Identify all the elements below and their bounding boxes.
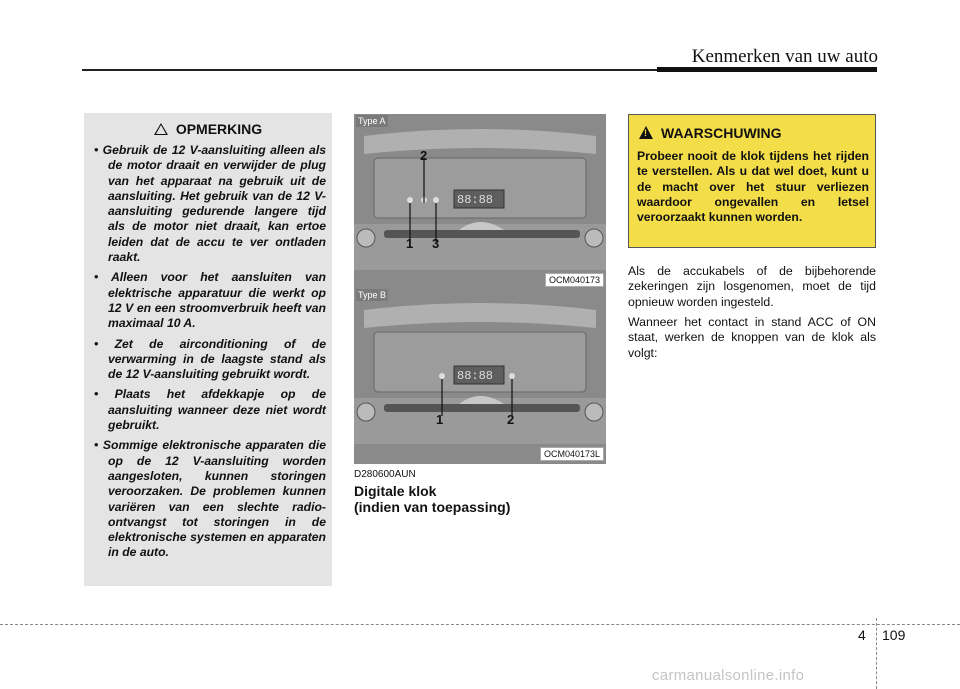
note-list bbox=[94, 143, 326, 566]
section-code: D280600AUN bbox=[354, 469, 416, 480]
callout-1: 1 bbox=[436, 412, 444, 427]
callout-2: 2 bbox=[507, 412, 515, 427]
clock-display: 88:88 bbox=[457, 369, 494, 383]
radio-figure-type-b bbox=[354, 288, 606, 464]
body-paragraph: Wanneer het contact in stand ACC of ON staat, werken de knoppen van de klok als volgt: bbox=[628, 315, 876, 360]
figure-type-label: Type A bbox=[358, 116, 386, 126]
page-number: 109 bbox=[882, 627, 906, 643]
chapter-number: 4 bbox=[858, 627, 866, 643]
note-item: • Sommige elektronische apparaten die op de 12 V-aansluiting worden aangesloten, kunnen storingen veroorzaken. De problemen kunnen variëren van een slechte radio-ontvangst tot storingen in de elektronische systemen en apparaten in de auto. bbox=[94, 438, 326, 560]
section-title-line: Digitale klok bbox=[354, 483, 437, 499]
header-title: Kenmerken van uw auto bbox=[691, 46, 878, 67]
warning-box bbox=[628, 114, 876, 248]
callout-2: 2 bbox=[420, 148, 428, 163]
radio-figure-type-a bbox=[354, 114, 606, 290]
figure-code: OCM040173 bbox=[545, 273, 604, 287]
warning-title-text: WAARSCHUWING bbox=[661, 125, 782, 141]
warning-text: Probeer nooit de klok tijdens het rijden te verstellen. Als u dat wel doet, kunt u de macht over het stuur verliezen waardoor ongevallen en letsel veroorzaakt kunnen worden. bbox=[637, 149, 869, 225]
callout-3: 3 bbox=[432, 236, 440, 251]
footer-divider bbox=[876, 618, 877, 689]
caution-icon bbox=[154, 123, 168, 135]
warning-title bbox=[639, 125, 782, 141]
header-rule-accent bbox=[657, 67, 877, 72]
note-item: • Gebruik de 12 V-aansluiting alleen als de motor draait en verwijder de plug van het apparaat na gebruik uit de aansluiting. Het gebruik van de 12 V-aansluiting gedurende langere tijd als de motor niet draait, kan ertoe leiden dat de accu te ver ontladen raakt. bbox=[94, 143, 326, 265]
figure-code: OCM040173L bbox=[540, 447, 604, 461]
watermark: carmanualsonline.info bbox=[652, 667, 805, 684]
note-item: • Zet de airconditioning of de verwarming in de laagste stand als de 12 V-aansluiting gebruikt wordt. bbox=[94, 337, 326, 383]
section-title bbox=[354, 483, 510, 515]
body-paragraph: Als de accukabels of de bijbehorende zekeringen zijn losgenomen, moet de tijd opnieuw worden ingesteld. bbox=[628, 264, 876, 309]
figure-type-label: Type B bbox=[358, 290, 387, 300]
footer-rule bbox=[0, 624, 960, 625]
callout-1: 1 bbox=[406, 236, 414, 251]
note-box bbox=[84, 113, 332, 586]
note-title-text: OPMERKING bbox=[175, 121, 263, 137]
note-item: • Plaats het afdekkapje op de aansluiting wanneer deze niet wordt gebruikt. bbox=[94, 387, 326, 433]
clock-display: 88:88 bbox=[457, 193, 494, 207]
note-title bbox=[84, 121, 332, 137]
note-item: • Alleen voor het aansluiten van elektrische apparatuur die werkt op 12 V en een stroomverbruik heeft van maximaal 10 A. bbox=[94, 270, 326, 331]
section-title-line: (indien van toepassing) bbox=[354, 499, 511, 515]
warning-triangle-icon bbox=[639, 126, 653, 139]
